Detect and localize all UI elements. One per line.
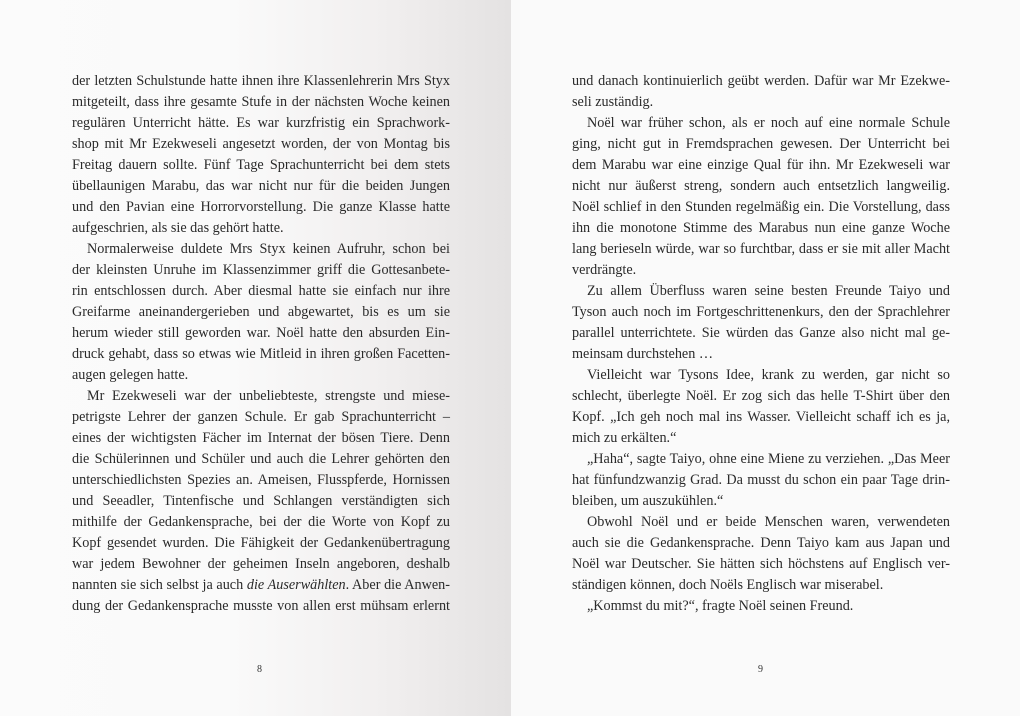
text-line: mitgeteilt, dass ihre gesamte Stufe in der nächsten Woche keinen [72,94,450,110]
text-line: verdrängte. [572,262,637,278]
text-line: meinsam durchstehen … [572,346,714,362]
text-line: Noël war früher schon, als er noch auf eine normale Schule [587,115,950,131]
text-line: Freitag dauern sollte. Fünf Tage Sprachunterricht bei dem stets [72,157,450,173]
text-line: Vielleicht war Tysons Idee, krank zu werden, gar nicht so [587,367,950,383]
text-line: Greifarme aneinandergerieben und abgewartet, bis es um sie [72,304,450,320]
text-line: ging, nicht gut in Fremdsprachen gewesen. Der Unterricht bei [572,136,950,152]
text-line: nicht nur äußerst streng, sondern auch entsetzlich langweilig. [572,178,950,194]
text-line: der kleinsten Unruhe im Klassenzimmer griff die Gottesanbete- [72,262,450,278]
text-line: der letzten Schulstunde hatte ihnen ihre Klassenlehrerin Mrs Styx [72,73,450,89]
text-line: auch sie die Gedankensprache. Denn Taiyo kam aus Japan und [572,535,950,551]
text-line [72,575,450,596]
text-line: aufgeschrien, als sie das gehört hatte. [72,220,284,236]
text-line: dem Marabu war eine einzige Qual für ihn. Mr Ezekweseli war [572,157,950,173]
text-line: seli zuständig. [572,94,654,110]
text-segment: nannten sie sich selbst ja auch [72,577,247,593]
text-segment: . Aber die Anwen- [345,577,450,593]
text-line: druck gehabt, dass so etwas wie Mitleid in ihren großen Facetten- [72,346,450,362]
page-number-right: 9 [758,664,763,675]
text-line: „Haha“, sagte Taiyo, ohne eine Miene zu verziehen. „Das Meer [587,451,950,467]
text-line: ihn die monotone Stimme des Marabus nun eine ganze Woche [572,220,950,236]
text-line: Obwohl Noël und er beide Menschen waren, verwendeten [587,514,950,530]
text-line: petrigste Lehrer der ganzen Schule. Er gab Sprachunterricht – [72,409,450,425]
text-line: und danach kontinuierlich geübt werden. Dafür war Mr Ezekwe- [572,73,950,89]
text-line: lang berieseln würde, war so furchtbar, dass er sie mit aller Macht [572,241,950,257]
text-line: schlecht, überlegte Noël. Er zog sich das helle T-Shirt über den [572,388,950,404]
text-line: Kopf. „Ich geh noch mal ins Wasser. Vielleicht schaff ich es ja, [572,409,950,425]
text-line: unterschiedlichsten Spezies an. Ameisen, Flusspferde, Hornissen [72,472,450,488]
right-page [511,0,1020,716]
text-line: und den Pavian eine Horrorvorstellung. Die ganze Klasse hatte [72,199,450,215]
page-number-left: 8 [257,664,262,675]
text-line: mithilfe der Gedankensprache, bei der die Worte von Kopf zu [72,514,450,530]
text-line: mich zu erkälten.“ [572,430,677,446]
left-page-text [72,71,450,617]
text-line: Kopf gesendet wurden. Die Fähigkeit der Gedankenübertragung [72,535,450,551]
text-line: regulären Unterricht hätte. Es war kurzfristig ein Sprachwork- [72,115,450,131]
text-line: bleiben, um auszukühlen.“ [572,493,724,509]
right-page-text [572,71,950,617]
text-line: übellaunigen Marabu, das war nicht nur für die beiden Jungen [72,178,450,194]
text-line: und Seeadler, Tintenfische und Schlangen verständigten sich [72,493,450,509]
text-line: herum wieder still geworden war. Noël hatte den absurden Ein- [72,325,450,341]
text-line: Noël war Deutscher. Sie hätten sich höchstens auf Englisch ver- [572,556,950,572]
text-line: Mr Ezekweseli war der unbeliebteste, strengste und miese- [87,388,450,404]
text-line: ständigen können, doch Noëls Englisch war miserabel. [572,577,884,593]
text-line: die Schülerinnen und Schüler und auch die Lehrer gehörten den [72,451,450,467]
text-line: eines der wichtigsten Fächer im Internat der bösen Tiere. Denn [72,430,450,446]
text-line: „Kommst du mit?“, fragte Noël seinen Freund. [587,598,854,614]
italic-text: die Auserwählten [246,577,346,593]
text-line: dung der Gedankensprache musste von allen erst mühsam erlernt [72,598,450,614]
text-line: shop mit Mr Ezekweseli angesetzt worden, der von Montag bis [72,136,450,152]
text-line: Normalerweise duldete Mrs Styx keinen Aufruhr, schon bei [87,241,450,257]
text-line: war jedem Bewohner der geheimen Inseln angeboren, deshalb [72,556,450,572]
text-line: hat fünfundzwanzig Grad. Da musst du schon ein paar Tage drin- [572,472,950,488]
text-line: Noël schlief in den Stunden regelmäßig ein. Die Vorstellung, dass [572,199,950,215]
text-line: rin entschlossen durch. Aber diesmal hatte sie einfach nur ihre [72,283,450,299]
text-line: Zu allem Überfluss waren seine besten Freunde Taiyo und [587,283,950,299]
text-line: parallel unterrichtete. Sie würden das Ganze also nicht mal ge- [572,325,950,341]
text-line: augen gelegen hatte. [72,367,189,383]
text-line: Tyson auch noch im Fortgeschrittenenkurs, den der Sprachlehrer [572,304,950,320]
